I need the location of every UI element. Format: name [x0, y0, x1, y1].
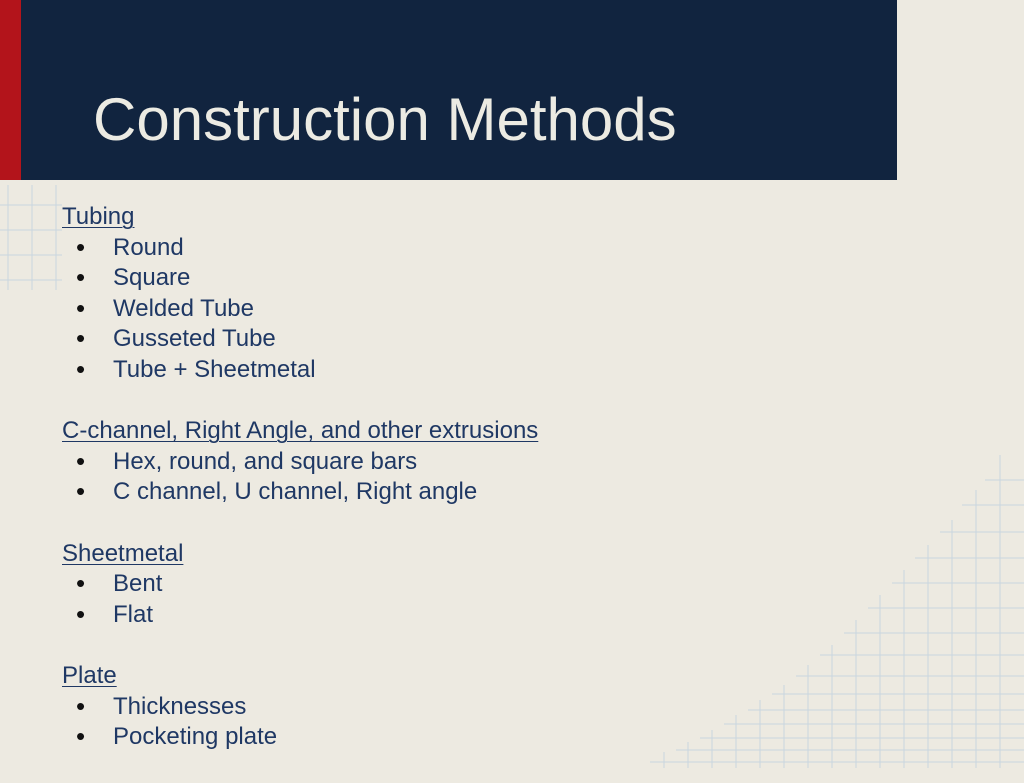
section-heading-plate: Plate	[62, 661, 117, 689]
list-item-text: Tube + Sheetmetal	[113, 355, 316, 383]
section-extrusions	[62, 416, 962, 508]
bullet-icon: •	[76, 353, 86, 384]
bullet-icon: •	[76, 323, 86, 354]
section-sheetmetal	[62, 539, 962, 631]
bullet-icon: •	[76, 262, 86, 293]
bullet-icon: •	[76, 231, 86, 262]
list-item	[62, 477, 962, 508]
slide-title: Construction Methods	[93, 86, 677, 153]
section-heading-sheetmetal: Sheetmetal	[62, 539, 184, 567]
list-item	[62, 355, 962, 386]
list-item	[62, 294, 962, 325]
slide-body	[62, 202, 962, 783]
list-item-text: Pocketing plate	[113, 723, 278, 751]
list-item-text: Thicknesses	[113, 692, 247, 720]
bullet-icon: •	[76, 721, 86, 752]
list-item	[62, 447, 962, 478]
section-tubing	[62, 202, 962, 386]
title-band	[21, 0, 897, 180]
bullet-list-sheetmetal	[62, 569, 962, 630]
bullet-list-plate	[62, 692, 962, 753]
list-item	[62, 692, 962, 723]
list-item	[62, 233, 962, 264]
list-item-text: Square	[113, 264, 191, 292]
bullet-icon: •	[76, 568, 86, 599]
bullet-icon: •	[76, 292, 86, 323]
list-item	[62, 722, 962, 753]
bullet-list-tubing	[62, 233, 962, 386]
title-accent-bar	[0, 0, 21, 180]
list-item	[62, 263, 962, 294]
bullet-icon: •	[76, 445, 86, 476]
section-heading-extrusions: C-channel, Right Angle, and other extrusions	[62, 417, 539, 445]
bullet-icon: •	[76, 690, 86, 721]
list-item	[62, 324, 962, 355]
bullet-icon: •	[76, 598, 86, 629]
list-item	[62, 569, 962, 600]
list-item	[62, 600, 962, 631]
list-item-text: Flat	[113, 600, 154, 628]
list-item-text: Round	[113, 233, 184, 261]
bullet-icon: •	[76, 476, 86, 507]
list-item-text: Bent	[113, 570, 163, 598]
list-item-text: Gusseted Tube	[113, 325, 276, 353]
list-item-text: Hex, round, and square bars	[113, 447, 418, 475]
bullet-list-extrusions	[62, 447, 962, 508]
list-item-text: C channel, U channel, Right angle	[113, 478, 478, 506]
list-item-text: Welded Tube	[113, 294, 254, 322]
section-heading-tubing: Tubing	[62, 203, 135, 230]
section-plate	[62, 661, 962, 753]
